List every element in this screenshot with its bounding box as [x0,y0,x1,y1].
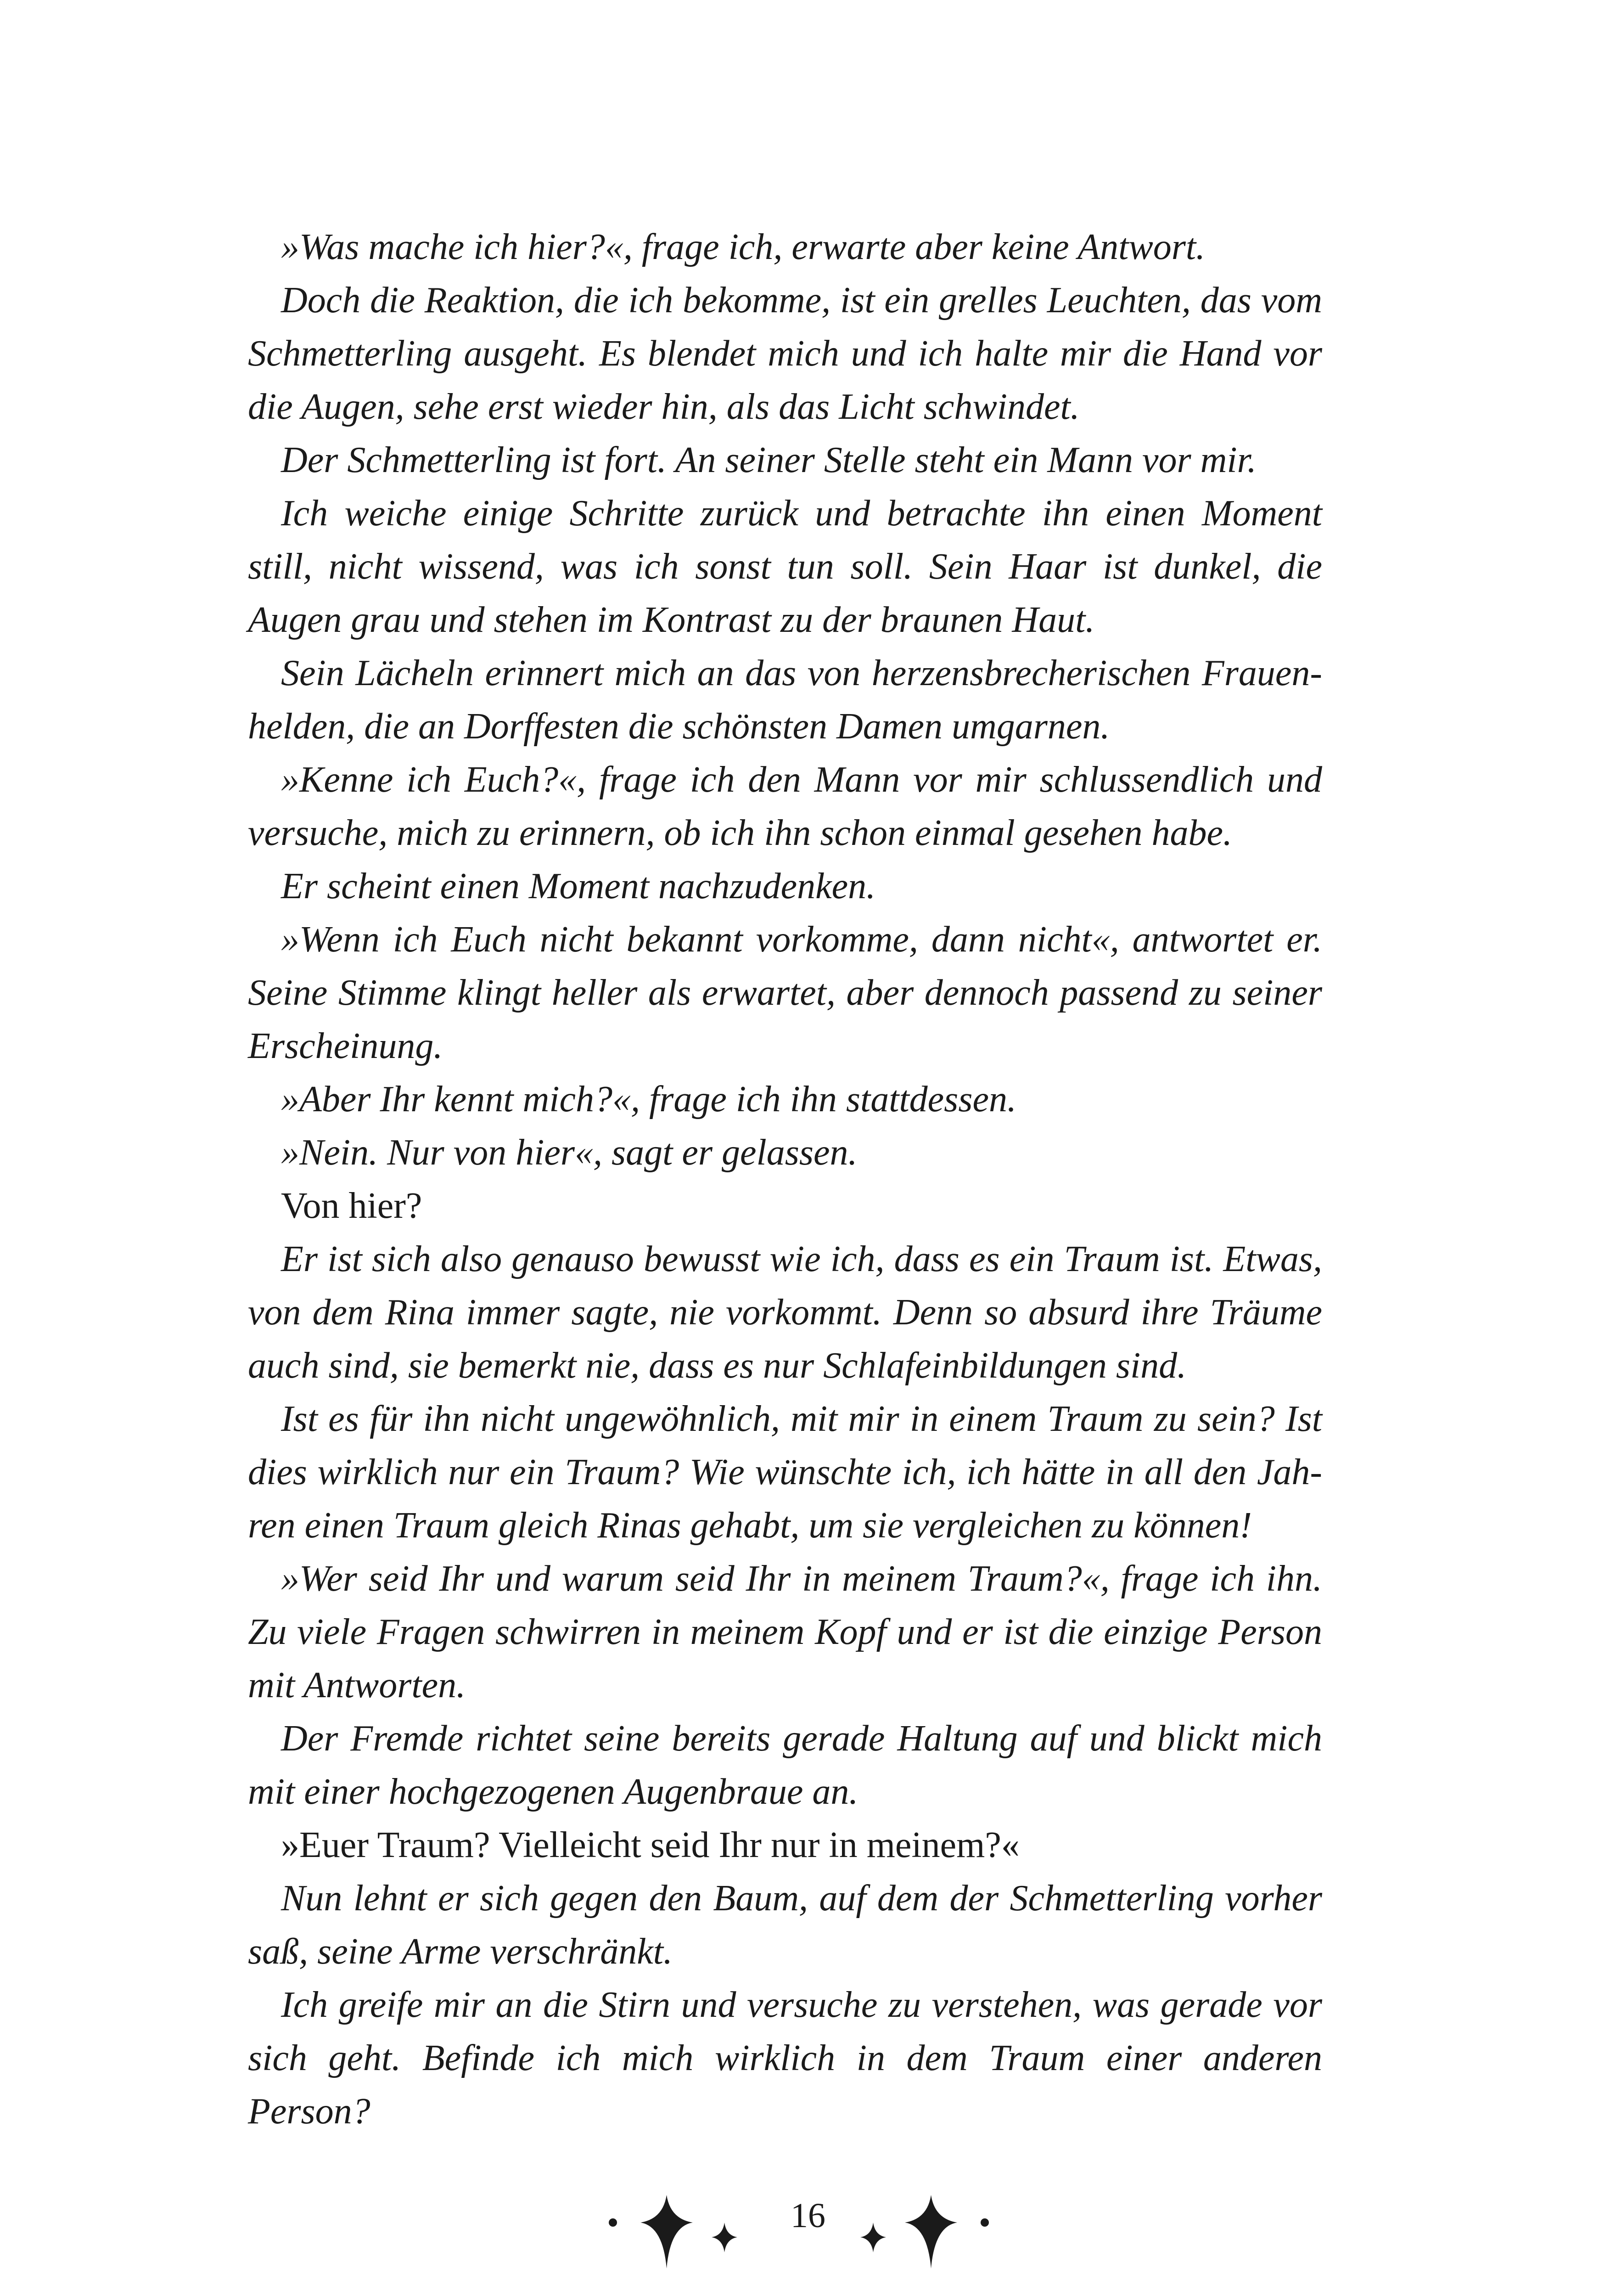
paragraph: Von hier? [281,1186,422,1226]
paragraph: »Was mache ich hier?«, frage ich, erwarte aber keine Antwort. [281,227,1206,267]
body-text [248,220,1322,2138]
paragraph: Nun lehnt er sich gegen den Baum, auf dem der Schmetterling vorher saß, seine Arme verschränkt. [248,1878,1322,1972]
paragraph: »Wenn ich Euch nicht bekannt vorkomme, dann nicht«, antwortet er. Seine Stimme klingt heller als erwartet, aber dennoch passend zu seiner Erscheinung. [248,919,1322,1066]
paragraph: Er ist sich also genauso bewusst wie ich, dass es ein Traum ist. Etwas, von dem Rina immer sagte, nie vorkommt. Denn so absurd ihre Träume auch sind, sie bemerkt nie, dass es nur Schlafeinbildungen sind. [248,1239,1322,1386]
page-number: 16 [791,2196,825,2235]
paragraph: Ich greife mir an die Stirn und versuche zu verstehen, was gerade vor sich geht. Befinde ich mich wirklich in dem Traum einer anderen Person? [248,1985,1322,2132]
paragraph: Doch die Reaktion, die ich bekomme, ist ein grelles Leuchten, das vom Schmetterling ausgeht. Es blendet mich und ich halte mir die Hand vor die Augen, sehe erst wieder hin, als das Licht schwindet. [248,280,1322,427]
paragraph: Er scheint einen Moment nachzudenken. [281,866,876,906]
paragraph: Ist es für ihn nicht ungewöhnlich, mit mir in einem Traum zu sein? Ist dies wirklich nur ein Traum? Wie wünschte ich, ich hätte in all den Jahren einen Traum gleich Rinas gehabt, um sie vergleichen zu können! [248,1399,1322,1546]
paragraph: »Nein. Nur von hier«, sagt er gelassen. [281,1132,858,1173]
paragraph: Ich weiche einige Schritte zurück und betrachte ihn einen Moment still, nicht wissend, was ich sonst tun soll. Sein Haar ist dunkel, die Augen grau und stehen im Kontrast zu der braunen Haut. [248,493,1322,640]
paragraph: »Aber Ihr kennt mich?«, frage ich ihn stattdessen. [281,1079,1016,1120]
paragraph: »Kenne ich Euch?«, frage ich den Mann vor mir schlussendlich und versuche, mich zu erinnern, ob ich ihn schon einmal gesehen habe. [248,760,1322,853]
sparkle-stars-icon [845,2177,1212,2287]
paragraph: »Wer seid Ihr und warum seid Ihr in meinem Traum?«, frage ich ihn. Zu viele Fragen schwirren in meinem Kopf und er ist die einzige Person mit Antworten. [248,1559,1322,1705]
paragraph: Der Schmetterling ist fort. An seiner Stelle steht ein Mann vor mir. [281,440,1257,480]
page-footer [0,2177,1616,2287]
paragraph: »Euer Traum? Vielleicht seid Ihr nur in meinem?« [281,1825,1020,1865]
paragraph: Sein Lächeln erinnert mich an das von herzensbrecherischen Frauenhelden, die an Dorffesten die schönsten Damen umgarnen. [248,653,1322,747]
paragraph: Der Fremde richtet seine bereits gerade Haltung auf und blickt mich mit einer hochgezogenen Augenbraue an. [248,1718,1322,1812]
